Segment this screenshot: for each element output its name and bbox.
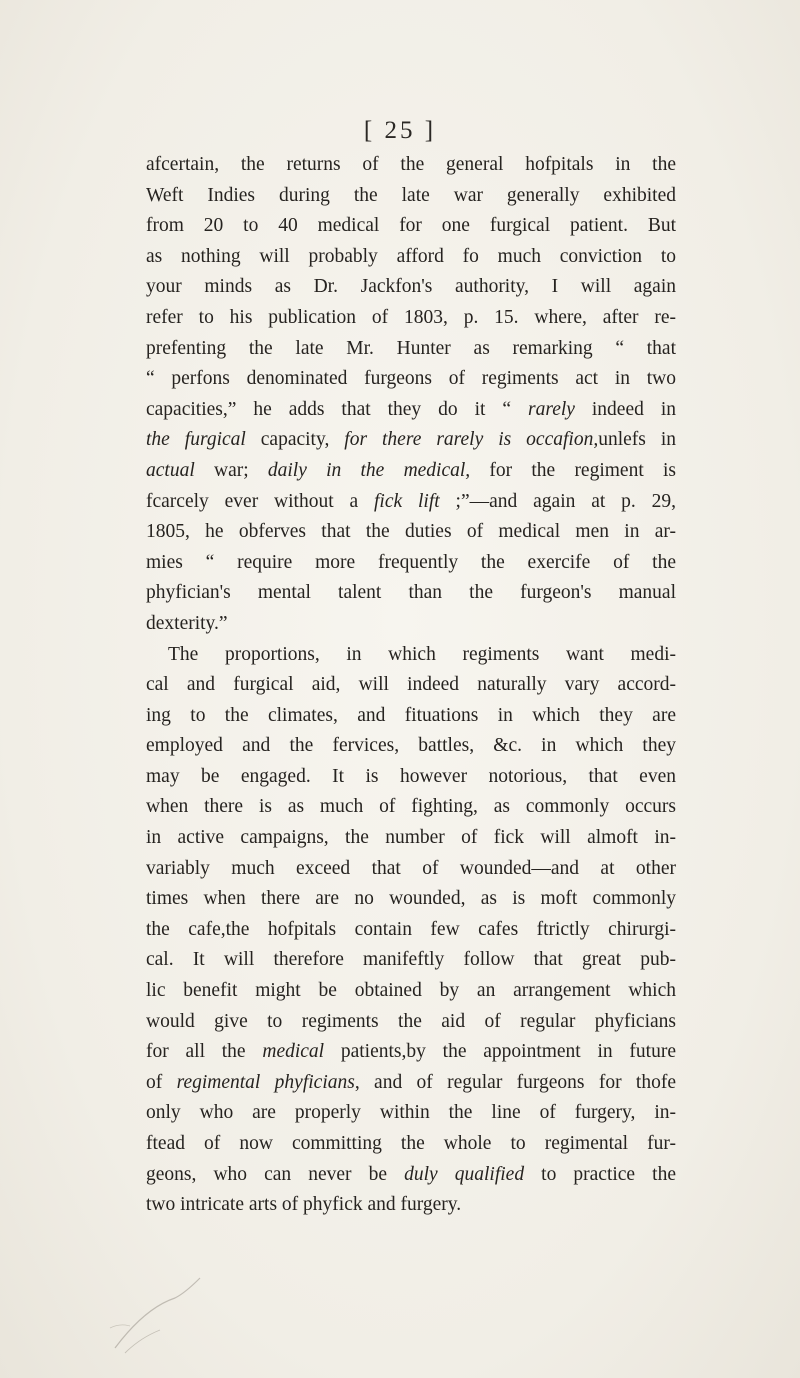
text-run: employed and the fervices, battles, &c. in which they — [146, 735, 676, 757]
text-run: patients,by the appointment in future — [324, 1041, 676, 1063]
text-line — [146, 548, 676, 579]
text-run: may be engaged. It is however notorious, that even — [146, 765, 676, 787]
text-line — [146, 731, 676, 762]
text-run: variably much exceed that of wounded—and at other — [146, 857, 676, 879]
text-run: the cafe,the hofpitals contain few cafes ftrictly chirurgi- — [146, 918, 676, 940]
text-line — [146, 792, 676, 823]
text-run: “ perfons denominated furgeons of regiments act in two — [146, 368, 676, 390]
italic-text: regimental phyficians — [176, 1071, 355, 1093]
text-run: cal and furgical aid, will indeed naturally vary accord- — [146, 674, 676, 696]
text-run: refer to his publication of 1803, p. 15. where, after re- — [146, 306, 676, 328]
text-run: ;”—and again at p. 29, — [439, 490, 676, 512]
text-run: ftead of now committing the whole to regimental fur- — [146, 1133, 676, 1154]
text-run: times when there are no wounded, as is moft commonly — [146, 888, 676, 910]
text-run: ing to the climates, and fituations in which they are — [146, 704, 676, 726]
text-run: unlefs in — [598, 429, 676, 451]
text-line — [146, 1098, 676, 1129]
text-run: of — [146, 1071, 177, 1093]
italic-text: duly qualified — [404, 1163, 525, 1185]
text-run: capacity, — [245, 429, 345, 451]
text-line — [146, 1190, 676, 1221]
text-run: prefenting the late Mr. Hunter as remarking “ that — [146, 337, 676, 359]
text-run: 1805, he obferves that the duties of medical men in ar- — [146, 521, 676, 543]
text-line — [146, 915, 676, 946]
text-line — [146, 701, 676, 732]
italic-text: fick lift — [374, 490, 440, 512]
text-line — [146, 670, 676, 701]
text-run: to practice the — [524, 1163, 676, 1185]
text-line — [146, 1007, 676, 1038]
text-run: indeed in — [574, 398, 676, 420]
text-line — [146, 884, 676, 915]
text-run: from 20 to 40 medical for one furgical patient. But — [146, 215, 676, 237]
text-run: in active campaigns, the number of fick will almoft in- — [146, 827, 676, 849]
text-line — [146, 425, 676, 456]
italic-text: daily in the medical, — [267, 459, 471, 481]
text-line — [146, 1037, 676, 1068]
text-line — [146, 395, 676, 426]
text-line — [146, 976, 676, 1007]
text-run: mies “ require more frequently the exercife of the — [146, 551, 676, 573]
text-run: only who are properly within the line of furgery, in- — [146, 1102, 676, 1124]
text-run: geons, who can never be — [146, 1163, 405, 1185]
italic-text: actual — [146, 459, 195, 481]
text-run: , and of regular furgeons for thofe — [354, 1071, 676, 1093]
text-line — [146, 823, 676, 854]
text-line — [146, 854, 676, 885]
body-text — [146, 150, 676, 1221]
text-line — [146, 578, 676, 609]
text-run: dexterity.” — [146, 612, 228, 634]
italic-text: rarely — [528, 398, 575, 420]
text-run: phyfician's mental talent than the furgeon's manual — [146, 582, 676, 604]
ink-smudge-mark — [105, 1268, 225, 1358]
text-line — [146, 334, 676, 365]
text-run: cal. It will therefore manifeftly follow that great pub- — [146, 949, 676, 971]
text-line — [146, 211, 676, 242]
page-number: [ 25 ] — [363, 117, 437, 144]
text-run: when there is as much of fighting, as commonly occurs — [146, 796, 676, 818]
text-run: two intricate arts of phyfick and furgery. — [146, 1194, 462, 1216]
text-line — [146, 487, 676, 518]
text-line — [146, 364, 676, 395]
text-run: war; — [194, 459, 268, 481]
text-run: capacities,” he adds that they do it “ — [146, 398, 528, 420]
text-line — [146, 456, 676, 487]
text-run: Weft Indies during the late war generally exhibited — [146, 184, 676, 206]
text-line — [146, 945, 676, 976]
text-line — [146, 242, 676, 273]
italic-text: medical — [262, 1041, 325, 1063]
text-run: lic benefit might be obtained by an arrangement which — [146, 980, 676, 1002]
text-line — [146, 181, 676, 212]
text-run: as nothing will probably afford fo much conviction to — [146, 245, 676, 267]
text-run: The proportions, in which regiments want medi- — [168, 643, 676, 665]
text-run: for all the — [146, 1041, 263, 1063]
text-run: fcarcely ever without a — [146, 490, 374, 512]
text-line — [146, 640, 676, 671]
italic-text: for there rarely is occafion, — [344, 429, 599, 451]
text-line — [146, 1068, 676, 1099]
text-line — [146, 1129, 676, 1160]
text-line — [146, 517, 676, 548]
text-run: your minds as Dr. Jackfon's authority, I will again — [146, 276, 676, 298]
text-line — [146, 272, 676, 303]
text-line — [146, 150, 676, 181]
text-run: for the regiment is — [470, 459, 676, 481]
text-line — [146, 762, 676, 793]
text-run: afcertain, the returns of the general hofpitals in the — [146, 154, 676, 175]
italic-text: the furgical — [146, 429, 246, 451]
text-line — [146, 303, 676, 334]
text-line — [146, 1160, 676, 1191]
text-line — [146, 609, 676, 640]
text-run: would give to regiments the aid of regular phyficians — [146, 1010, 676, 1032]
